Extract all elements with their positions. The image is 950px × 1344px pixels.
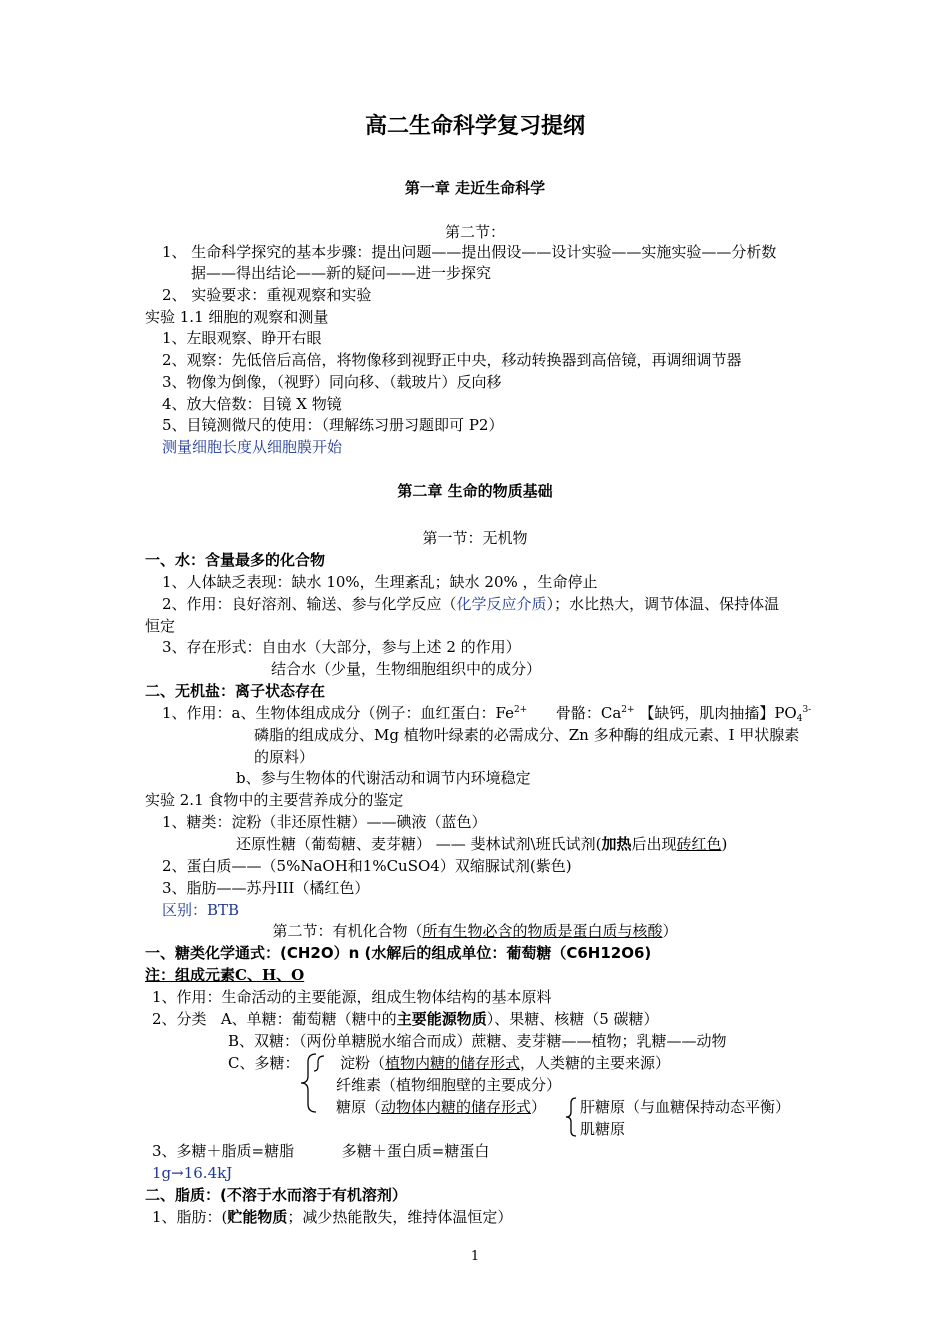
list-item: 纤维素（植物细胞壁的主要成分） bbox=[336, 1076, 562, 1094]
text-segment: ） bbox=[662, 922, 678, 940]
bold-text: 主要能源物质 bbox=[396, 1010, 487, 1028]
list-item bbox=[162, 703, 811, 723]
page-title: 高二生命科学复习提纲 bbox=[364, 113, 585, 139]
list-item: 2、观察：先低倍后高倍，将物像移到视野正中央，移动转换器到高倍镜，再调细调节器 bbox=[162, 351, 742, 369]
superscript: 3- bbox=[802, 705, 812, 715]
text-segment: ）、果糖、核糖（5 碳糖） bbox=[486, 1010, 659, 1028]
list-item: 3、脂肪——苏丹III（橘红色） bbox=[162, 879, 370, 897]
text-segment: 淀粉（ bbox=[340, 1054, 386, 1072]
list-item bbox=[152, 1207, 512, 1227]
text-segment: 后出现 bbox=[631, 835, 677, 853]
underlined-text: 动物体内糖的储存形式 bbox=[381, 1098, 532, 1116]
list-item: 1、作用：生命活动的主要能源，组成生物体结构的基本原料 bbox=[152, 988, 552, 1006]
list-item: 1、左眼观察、睁开右眼 bbox=[162, 329, 322, 347]
note-text: 测量细胞长度从细胞膜开始 bbox=[162, 438, 343, 456]
list-item-continuation bbox=[236, 834, 727, 854]
text-segment: 2、作用：良好溶剂、输送、参与化学反应（ bbox=[162, 595, 457, 613]
subscript: 4 bbox=[796, 714, 803, 724]
note-text: 区别：BTB bbox=[162, 901, 240, 919]
list-item-continuation: 的原料） bbox=[254, 748, 315, 766]
list-item: 3、物像为倒像，（视野）同向移、（载玻片）反向移 bbox=[162, 373, 502, 391]
text-segment: 第二节：有机化合物（ bbox=[272, 922, 423, 940]
underlined-text: 所有生物必含的物质是蛋白质与核酸 bbox=[422, 922, 663, 940]
list-item-continuation: 恒定 bbox=[145, 617, 176, 635]
list-item-continuation: 据——得出结论——新的疑问——进一步探究 bbox=[191, 264, 492, 282]
topic-heading-sugar: 一、糖类化学通式：(CH2O）n (水解后的组成单位：葡萄糖（C6H12O6) bbox=[145, 944, 652, 962]
text-segment: ）；水比热大，调节体温、保持体温 bbox=[546, 595, 780, 613]
text-segment: 【缺钙，肌肉抽搐】PO bbox=[634, 704, 797, 722]
text-segment: 糖原（ bbox=[336, 1098, 382, 1116]
brace-icon bbox=[296, 1052, 326, 1114]
list-item bbox=[162, 594, 779, 614]
list-item-continuation: 结合水（少量，生物细胞组织中的成分） bbox=[271, 660, 542, 678]
text-segment: ） bbox=[531, 1098, 547, 1116]
page-number: 1 bbox=[470, 1249, 480, 1264]
list-item: B、双糖：（两份单糖脱水缩合而成）蔗糖、麦芽糖——植物；乳糖——动物 bbox=[228, 1032, 727, 1050]
list-item: C、多糖： bbox=[228, 1054, 300, 1072]
list-item: 3、存在形式：自由水（大部分，参与上述 2 的作用） bbox=[162, 638, 521, 656]
bold-text: 贮能物质 bbox=[227, 1208, 288, 1226]
list-item: 5、目镜测微尺的使用：（理解练习册习题即可 P2） bbox=[162, 416, 504, 434]
note-text: 1g→16.4kJ bbox=[152, 1164, 233, 1182]
list-item: 1、 生命科学探究的基本步骤：提出问题——提出假设——设计实验——实施实验——分析数 bbox=[162, 243, 777, 261]
section-heading: 第二节： bbox=[444, 223, 505, 241]
list-item: 1、糖类：淀粉（非还原性糖）——碘液（蓝色） bbox=[162, 813, 487, 831]
list-item: 3、多糖＋脂质=糖脂 多糖＋蛋白质=糖蛋白 bbox=[152, 1142, 490, 1160]
topic-heading-salt: 二、无机盐：离子状态存在 bbox=[145, 682, 326, 700]
list-item bbox=[336, 1097, 546, 1117]
text-segment: ；减少热能散失，维持体温恒定） bbox=[287, 1208, 513, 1226]
underlined-text: 砖红色 bbox=[676, 835, 722, 853]
list-item: 1、人体缺乏表现：缺水 10%，生理紊乱；缺水 20% ，生命停止 bbox=[162, 573, 598, 591]
brace-icon bbox=[562, 1096, 578, 1138]
experiment-title: 实验 1.1 细胞的观察和测量 bbox=[145, 308, 329, 326]
underlined-text: 植物内糖的储存形式 bbox=[385, 1054, 521, 1072]
note-text: 注：组成元素C、H、O bbox=[145, 966, 305, 984]
list-item: b、参与生物体的代谢活动和调节内环境稳定 bbox=[236, 769, 531, 787]
superscript: 2+ bbox=[513, 705, 528, 715]
list-item bbox=[152, 1009, 659, 1029]
text-segment: 骨骼：Ca bbox=[527, 704, 622, 722]
text-segment: ，人类糖的主要来源） bbox=[520, 1054, 671, 1072]
section-heading: 第一节：无机物 bbox=[422, 529, 528, 547]
list-item: 2、 实验要求：重视观察和实验 bbox=[162, 286, 372, 304]
topic-heading-water: 一、水：含量最多的化合物 bbox=[145, 551, 326, 569]
text-segment: ) bbox=[721, 835, 728, 853]
bold-text: 加热 bbox=[601, 835, 632, 853]
text-segment: 1、作用：a、生物体组成成分（例子：血红蛋白：Fe bbox=[162, 704, 514, 722]
list-item bbox=[340, 1053, 670, 1073]
topic-heading-lipid: 二、脂质：(不溶于水而溶于有机溶剂） bbox=[145, 1186, 407, 1204]
section-heading bbox=[0, 921, 950, 941]
list-item-continuation: 磷脂的组成成分、Mg 植物叶绿素的必需成分、Zn 多种酶的组成元素、I 甲状腺素 bbox=[254, 726, 800, 744]
superscript: 2+ bbox=[621, 705, 635, 715]
highlight-text: 化学反应介质 bbox=[456, 595, 547, 613]
list-item: 肝糖原（与血糖保持动态平衡） bbox=[580, 1098, 791, 1116]
list-item: 2、蛋白质——（5%NaOH和1%CuSO4）双缩脲试剂(紫色) bbox=[162, 857, 572, 875]
experiment-title: 实验 2.1 食物中的主要营养成分的鉴定 bbox=[145, 791, 404, 809]
chapter-1-heading: 第一章 走近生命科学 bbox=[404, 179, 546, 197]
list-item: 肌糖原 bbox=[580, 1120, 626, 1138]
chapter-2-heading: 第二章 生命的物质基础 bbox=[397, 482, 553, 500]
text-segment: 1、脂肪：( bbox=[152, 1208, 228, 1226]
text-segment: 2、分类 A、单糖：葡萄糖（糖中的 bbox=[152, 1010, 397, 1028]
text-segment: 还原性糖（葡萄糖、麦芽糖） —— 斐林试剂\班氏试剂( bbox=[236, 835, 602, 853]
list-item: 4、放大倍数：目镜 X 物镜 bbox=[162, 395, 342, 413]
